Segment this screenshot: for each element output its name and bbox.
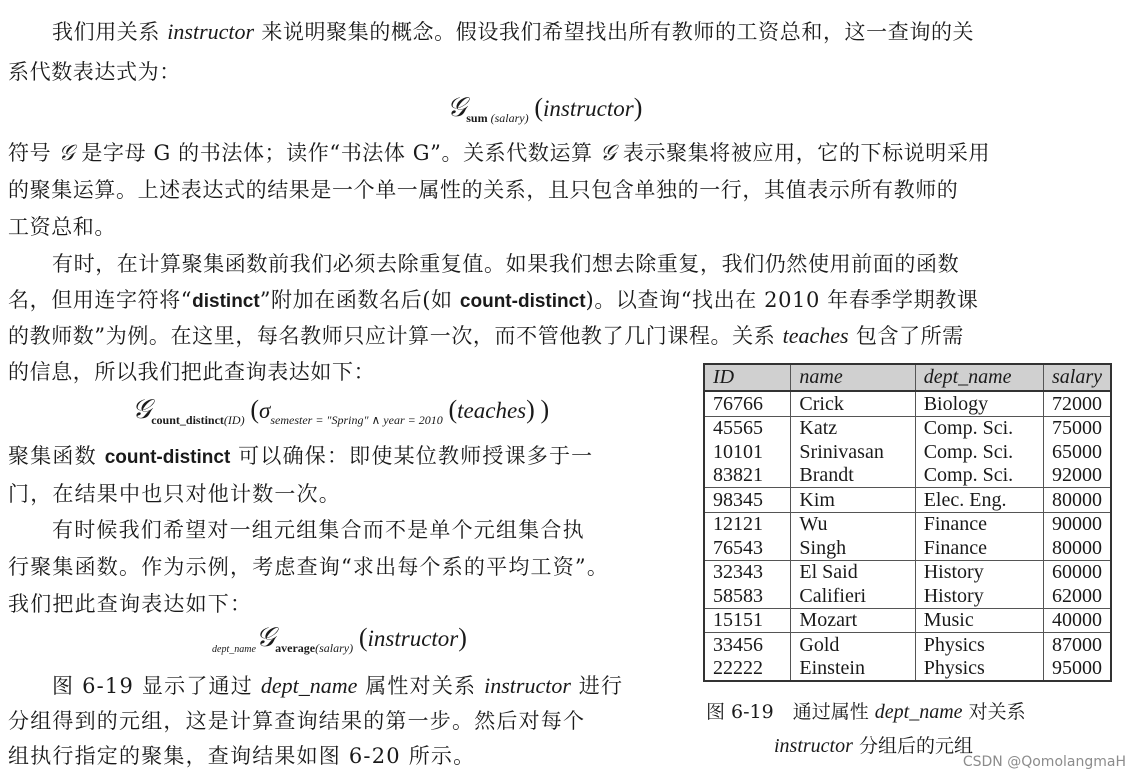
cell-id: 58583 [713, 584, 763, 607]
para5-line2: 行聚集函数。作为示例，考虑查询“求出每个系的平均工资”。 [8, 555, 610, 579]
table-row [704, 560, 1111, 584]
cell-salary: 80000 [1044, 488, 1112, 513]
para6-line2: 分组得到的元组，这是计算查询结果的第一步。然后对每个 [8, 709, 586, 733]
para6-line3: 组执行指定的聚集，查询结果如图 6-20 所示。 [8, 744, 476, 768]
formula-sum-salary: 𝒢$_{sum (salary)}$ (instructor) [447, 92, 643, 125]
cell-name: Singh [791, 536, 915, 560]
cell-id: 33456 [704, 633, 791, 657]
cell-name: Crick [791, 391, 915, 416]
table-row [704, 633, 1111, 657]
header-salary: salary [1044, 364, 1112, 391]
cell-salary: 72000 [1044, 391, 1112, 416]
cell-id: 76543 [713, 536, 763, 559]
cell-id: 10101 [713, 440, 763, 463]
cell-dept: Music [915, 608, 1043, 633]
table-row [704, 536, 1111, 560]
cell-dept: Elec. Eng. [915, 488, 1043, 513]
table-header-row [704, 364, 1111, 391]
para3-line2: 名，但用连字符将“distinct”附加在函数名后(如 count-distinct)。以查询“找出在 2010 年春季学期教课 [8, 288, 979, 312]
para2-line2: 的聚集运算。上述表达式的结果是一个单一属性的关系，且只包含单独的一行，其值表示所有教师的 [8, 178, 959, 202]
cell-dept: History [915, 584, 1043, 608]
table-row [704, 512, 1111, 536]
cell-id: 76766 [713, 392, 763, 415]
header-dept-name: dept_name [915, 364, 1043, 391]
para3-line1: 有时，在计算聚集函数前我们必须去除重复值。如果我们想去除重复，我们仍然使用前面的函数 [52, 252, 960, 276]
cell-dept: Finance [915, 536, 1043, 560]
cell-salary: 80000 [1044, 536, 1112, 560]
cell-salary: 40000 [1044, 608, 1112, 633]
cell-id: 12121 [704, 512, 791, 536]
para5-line1: 有时候我们希望对一组元组集合而不是单个元组集合执 [52, 518, 585, 542]
cell-salary: 75000 [1044, 416, 1112, 440]
cell-name: Kim [791, 488, 915, 513]
para5-line3: 我们把此查询表达如下： [8, 592, 253, 616]
cell-id: 45565 [704, 416, 791, 440]
table-row [704, 657, 1111, 682]
cell-salary: 90000 [1044, 512, 1112, 536]
table-row [704, 440, 1111, 464]
cell-id: 83821 [713, 464, 763, 487]
cell-dept: Comp. Sci. [915, 464, 1043, 488]
cell-salary: 65000 [1044, 440, 1112, 464]
cell-salary: 95000 [1044, 657, 1112, 682]
para6-line1: 图 6-19 显示了通过 dept_name 属性对关系 instructor 进行 [52, 673, 624, 698]
para1-line2: 系代数表达式为： [8, 60, 181, 84]
table-row [704, 608, 1111, 633]
para2-line1: 符号 𝒢 是字母 G 的书法体；读作“书法体 G”。关系代数运算 𝒢 表示聚集将被应用，它的下标说明采用 [8, 140, 991, 165]
cell-name: Califieri [791, 584, 915, 608]
cell-name: Gold [791, 633, 915, 657]
cell-name: Srinivasan [791, 440, 915, 464]
table-row [704, 416, 1111, 440]
formula-average-salary: $_{dept\_name}$𝒢$_{average(salary)}$ (instructor) [212, 622, 467, 655]
cell-salary: 62000 [1044, 584, 1112, 608]
cell-dept: Finance [915, 512, 1043, 536]
cell-salary: 60000 [1044, 560, 1112, 584]
cell-dept: Comp. Sci. [915, 440, 1043, 464]
cell-name: El Said [791, 560, 915, 584]
cell-name: Mozart [791, 608, 915, 633]
cell-name: Einstein [791, 657, 915, 682]
header-id: ID [704, 364, 791, 391]
cell-dept: History [915, 560, 1043, 584]
table-row [704, 488, 1111, 513]
figure-caption-line1: 图 6-19 通过属性 dept_name 对关系 [706, 701, 1026, 723]
table-row [704, 584, 1111, 608]
csdn-watermark: CSDN @QomolangmaH [962, 754, 1126, 770]
cell-dept: Physics [915, 657, 1043, 682]
formula-count-distinct: 𝒢$_{count\_distinct(ID)}$ ($\sigma_{semester = "Spring" \wedge year = 2010}$ (teaches) ) [132, 394, 550, 427]
para3-line4: 的信息，所以我们把此查询表达如下： [8, 360, 376, 384]
para4-line2: 门，在结果中也只对他计数一次。 [8, 482, 341, 506]
instructor-grouped-table [703, 363, 1112, 682]
cell-name: Wu [791, 512, 915, 536]
cell-name: Brandt [791, 464, 915, 488]
header-name: name [791, 364, 915, 391]
table-row [704, 391, 1111, 416]
para1-line1: 我们用关系 instructor 来说明聚集的概念。假设我们希望找出所有教师的工资总和，这一查询的关 [52, 19, 975, 44]
para2-line3: 工资总和。 [8, 215, 116, 239]
cell-dept: Physics [915, 633, 1043, 657]
cell-id: 22222 [713, 657, 763, 680]
cell-id: 15151 [704, 608, 791, 633]
cell-salary: 87000 [1044, 633, 1112, 657]
cell-salary: 92000 [1044, 464, 1112, 488]
cell-id: 32343 [704, 560, 791, 584]
table-row [704, 464, 1111, 488]
cell-id: 98345 [704, 488, 791, 513]
cell-name: Katz [791, 416, 915, 440]
figure-caption-line2: instructor 分组后的元组 [774, 735, 973, 757]
cell-dept: Biology [915, 391, 1043, 416]
para3-line3: 的教师数”为例。在这里，每名教师只应计算一次，而不管他教了几门课程。关系 teaches 包含了所需 [8, 323, 964, 348]
para4-line1: 聚集函数 count-distinct 可以确保：即使某位教师授课多于一 [8, 444, 594, 468]
cell-dept: Comp. Sci. [915, 416, 1043, 440]
